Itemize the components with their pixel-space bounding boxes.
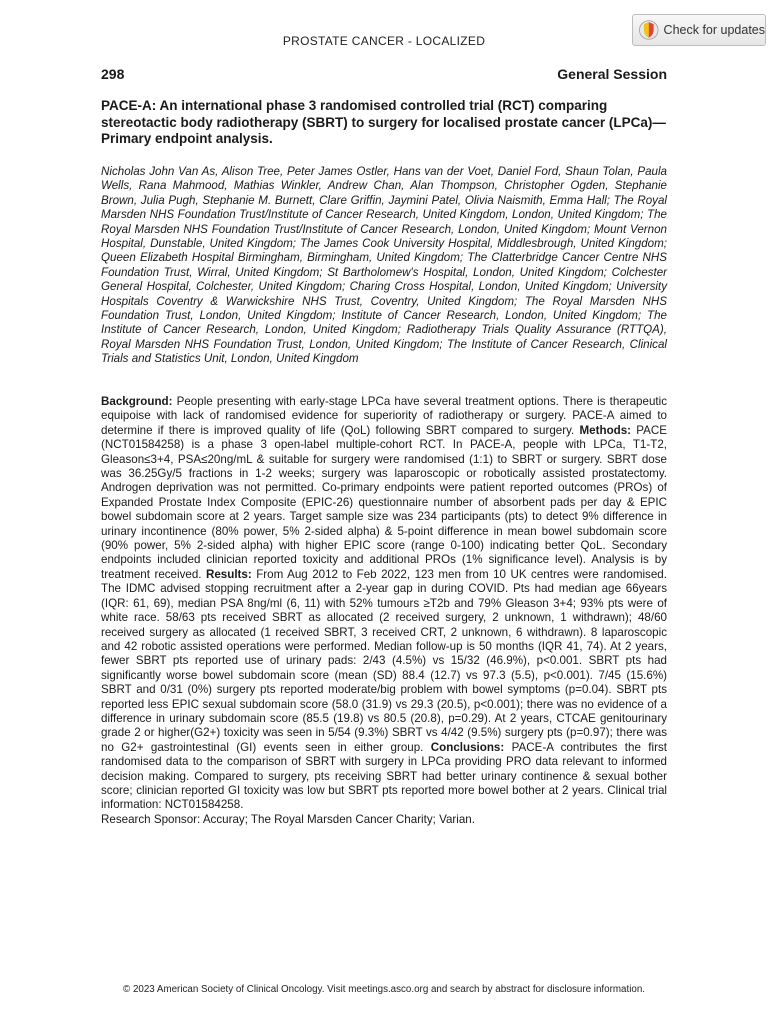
background-text: People presenting with early-stage LPCa have several treatment options. There is therapeutic equipoise with lack of randomised evidence for superiority of radiotherapy or surgery. PACE-A aimed to determine if there is improved quality of life (QoL) following SBRT compared to surgery. (101, 395, 667, 437)
check-for-updates-badge[interactable] (632, 14, 766, 46)
results-label: Results: (205, 567, 252, 581)
authors-affiliations: Nicholas John Van As, Alison Tree, Peter James Ostler, Hans van der Voet, Daniel Ford, Shaun Tolan, Paula Wells, Rana Mahmood, Mathias Winkler, Andrew Chan, Alan Thompson, Christopher Ogden, Stephanie Brown, Julia Pugh, Stephanie M. Burnett, Clare Griffin, Jaymini Patel, Olivia Naismith, Emma Hall; The Royal Marsden NHS Foundation Trust/Institute of Cancer Research, United Kingdom, London, United Kingdom; The Royal Marsden NHS Foundation Trust/Institute of Cancer Research, London, United Kingdom; Mount Vernon Hospital, Dunstable, United Kingdom; The James Cook University Hospital, Middlesbrough, United Kingdom; Queen Elizabeth Hospital Birmingham, Birmingham, United Kingdom; The Clatterbridge Cancer Centre NHS Foundation Trust, Wirral, United Kingdom; St Bartholomew's Hospital, London, United Kingdom; Colchester General Hospital, Colchester, United Kingdom; Charing Cross Hospital, London, United Kingdom; University Hospitals Coventry & Warwickshire NHS Trust, Coventry, United Kingdom; The Royal Marsden NHS Foundation Trust, London, United Kingdom; Institute of Cancer Research, London, United Kingdom; The Institute of Cancer Research, London, United Kingdom; Radiotherapy Trials Quality Assurance (RTTQA), Royal Marsden NHS Foundation Trust, London, United Kingdom; The Institute of Cancer Research, Clinical Trials and Statistics Unit, London, United Kingdom (101, 165, 667, 366)
background-label: Background: (101, 395, 173, 408)
methods-text: PACE (NCT01584258) is a phase 3 open-label multiple-cohort RCT. In PACE-A, people with LPCa, T1-T2, Gleason≤3+4, PSA≤20ng/mL & suitable for surgery were randomised (1:1) to SBRT or surgery. SBRT dose was 36.25Gy/5 fractions in 1-2 weeks; surgery was laparoscopic or robotically assisted prostatectomy. Androgen deprivation was not permitted. Co-primary endpoints were patient reported outcomes (PROs) of Expanded Prostate Index Composite (EPIC-26) questionnaire number of absorbent pads per day & EPIC bowel subdomain score at 2 years. Target sample size was 234 participants (pts) to detect 9% difference in urinary incontinence (80% power, 5% 2-sided alpha) & 5-point difference in mean bowel subdomain score (90% power, 5% 2-sided alpha) with higher EPIC score (range 0-100) indicating better QoL. Secondary endpoints included clinician reported toxicity and additional PROs (1% significance level). Analysis is by treatment received. (101, 423, 667, 581)
running-head: PROSTATE CANCER - LOCALIZED (282, 34, 486, 48)
abstract-body (101, 395, 667, 827)
check-for-updates-label: Check for updates (663, 23, 765, 37)
copyright-footer: © 2023 American Society of Clinical Oncology. Visit meetings.asco.org and search by abstract for disclosure information. (123, 984, 645, 995)
check-for-updates-icon (639, 19, 659, 41)
abstract-header (101, 66, 667, 82)
methods-label: Methods: (579, 423, 632, 437)
results-text: From Aug 2012 to Feb 2022, 123 men from 10 UK centres were randomised. The IDMC advised stopping recruitment after a 2-year gap in during COVID. Pts had median age 66years (IQR: 61, 69), median PSA 8ng/ml (6, 11) with 52% tumours ≥T2b and 79% Gleason 3+4; 93% pts were of white race. 58/63 pts received SBRT as allocated (2 received surgery, 2 unknown, 1 withdrawn); 48/60 received surgery as allocated (1 received SBRT, 3 received CRT, 2 unknown, 6 withdrawn). 8 laparoscopic and 42 robotic assisted operations were performed. Median follow-up is 50 months (IQR 41, 74). At 2 years, fewer SBRT pts reported use of urinary pads: 2/43 (4.5%) vs 15/32 (46.9%), p<0.001. SBRT pts had significantly worse bowel subdomain score (mean (SD) 88.4 (12.7) vs 97.3 (5.5), p<0.001). 7/45 (15.6%) SBRT and 0/31 (0%) surgery pts reported moderate/big problem with bowel symptoms (p=0.04). SBRT pts reported less EPIC sexual subdomain score (58.0 (31.9) vs 29.3 (20.5), p<0.001); there was no evidence of a difference in urinary subdomain score (85.5 (19.8) vs 80.5 (20.8), p=0.29). At 2 years, CTCAE genitourinary grade 2 or higher(G2+) toxicity was seen in 5/54 (9.3%) SBRT vs 4/42 (9.5%) surgery pts (p=0.97); there was no G2+ gastrointestinal (GI) events seen in either group. (101, 567, 667, 754)
abstract-number: 298 (101, 66, 125, 82)
abstract-title: PACE-A: An international phase 3 randomised controlled trial (RCT) comparing stereotactic body radiotherapy (SBRT) to surgery for localised prostate cancer (LPCa)—Primary endpoint analysis. (101, 98, 666, 146)
conclusions-text: PACE-A contributes the first randomised data to the comparison of SBRT with surgery in LPCa providing PRO data relevant to informed decision making. Compared to surgery, pts receiving SBRT had better urinary continence & sexual bother score; clinician reported GI toxicity was low but SBRT pts reported more bowel bother at 2 years. Clinical trial information: NCT01584258. (101, 740, 667, 812)
research-sponsor: Research Sponsor: Accuray; The Royal Marsden Cancer Charity; Varian. (101, 812, 475, 826)
session-name: General Session (557, 66, 667, 82)
conclusions-label: Conclusions: (430, 740, 505, 754)
